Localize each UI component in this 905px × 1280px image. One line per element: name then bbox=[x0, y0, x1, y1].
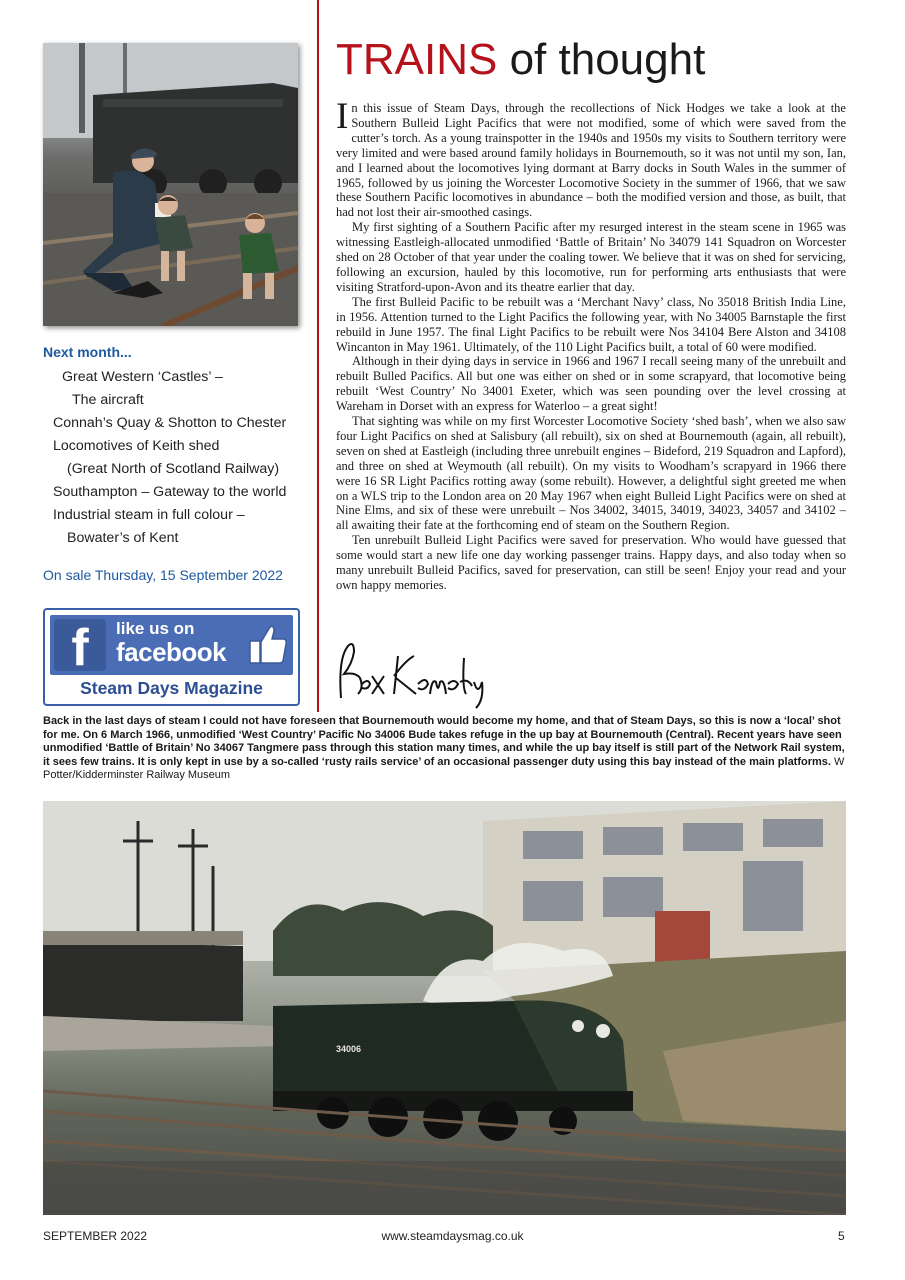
next-month-heading: Next month... bbox=[43, 344, 132, 360]
article-paragraph bbox=[336, 96, 846, 220]
caption-text: Back in the last days of steam I could not have foreseen that Bournemouth would become my home, and that of Steam Days, so this is now a ‘local’ shot for me. On 6 March 1966, unmodified ‘West Country’ Pacific No 34006 Bude takes refuge in the up bay at Bournemouth (Central). Recent years have seen unmodified ‘Battle of Britain’ No 34067 Tangmere pass through this station many times, and while the up bay itself is still part of the Network Rail system, it sees few trains. It is only kept in use by a so-called ‘rusty rails service’ of an occasional passenger duty using this bay instead of the main platforms. bbox=[43, 715, 845, 768]
next-month-list bbox=[43, 366, 313, 550]
title-highlight: TRAINS bbox=[336, 35, 498, 84]
next-month-item: Bowater’s of Kent bbox=[67, 530, 179, 546]
facebook-promo[interactable] bbox=[43, 608, 300, 706]
next-month-item: Connah’s Quay & Shotton to Chester bbox=[53, 415, 287, 431]
issue-date: SEPTEMBER 2022 bbox=[43, 1229, 148, 1243]
article-paragraph: That sighting was while on my first Worcester Locomotive Society ‘shed bash’, when we also saw four Light Pacifics on shed at Salisbury (all rebuilt), six on shed at Bournemouth (again, all rebuilt), seven on shed at Eastleigh (including three unrebuilt engines – Bideford, 219 Squadron and Lapford), and three on shed at Weymouth (all rebuilt). On my visits to Woodham’s scrapyard in 1966 there were 16 SR Light Pacifics rotting away (some rebuilt). However, a delightful sight greeted me when on a WLS trip to the London area on 20 May 1967 when eight Bulleid Light Pacifics were on shed at Nine Elms, and six of these were unrebuilt – Nos 34002, 34015, 34019, 34023, 34057 and 34102 – all awaiting their fate at the forthcoming end of steam on the Southern Region. bbox=[336, 414, 846, 533]
trainspotters-illustration bbox=[43, 43, 298, 326]
facebook-like-text: like us on bbox=[116, 619, 195, 638]
facebook-page-name: Steam Days Magazine bbox=[80, 678, 263, 698]
column-divider bbox=[317, 0, 319, 712]
on-sale-date: On sale Thursday, 15 September 2022 bbox=[43, 567, 283, 583]
photo-credit: W Potter/Kidderminster Railway Museum bbox=[43, 755, 845, 782]
bournemouth-station-photo bbox=[43, 801, 846, 1215]
next-month-item: The aircraft bbox=[72, 392, 144, 408]
article-paragraph: Ten unrebuilt Bulleid Light Pacifics were saved for preservation. Who would have guessed that some would start a new life one day working passenger trains. Happy days, and also today when so many unrebuilt Bulleid Pacifics, saved for preservation, can still be seen! Enjoy your read and your own happy memories. bbox=[336, 533, 846, 592]
article-paragraph: The first Bulleid Pacific to be rebuilt was a ‘Merchant Navy’ class, No 35018 British India Line, in 1956. Attention turned to the Light Pacifics the following year, with No 34005 Barnstaple the first rebuild in June 1957. The final Light Pacifics to be rebuilt were Nos 34104 Bere Alston and 34108 Wincanton in May 1961. Ultimately, of the 110 Light Pacifics built, a total of 60 were modified. bbox=[336, 294, 846, 354]
trainspotters-photo bbox=[43, 43, 298, 326]
article-paragraph: My first sighting of a Southern Pacific after my resurged interest in the steam scene in 1965 was witnessing Eastleigh-allocated unmodified ‘Battle of Britain’ No 34079 141 Squadron on Worcester shed on 28 October of that year under the coaling tower. We believe that it was on shed for servicing, following an excursion, hauled by this locomotive, run for performing arts enthusiasts that were visiting Stratford-upon-Avon and its theatre earlier that day. bbox=[336, 220, 846, 294]
bournemouth-illustration bbox=[43, 801, 846, 1215]
next-month-item: Locomotives of Keith shed bbox=[53, 438, 220, 454]
editor-signature bbox=[336, 638, 506, 710]
article-paragraph-text: n this issue of Steam Days, through the recollections of Nick Hodges we take a look at the Southern Bulleid Light Pacifics that were not modified, some of which were saved from the cutter’s torch. As a young trainspotter in the 1940s and 1950s my visits to Southern territory were very limited and were based around family holidays in Bournemouth, so it was not until my son, Ian, and I learned about the locomotives lying dormant at Barry docks in South Wales in the summer of 1965, followed by us joining the Worcester Locomotive Society in the summer of 1966, that we saw these Southern Pacific locomotives in abundance – both the modified version and those, as built, that had not lost their air-smoothed casings. bbox=[336, 101, 846, 220]
next-month-item: Southampton – Gateway to the world bbox=[53, 484, 287, 500]
page-number: 5 bbox=[838, 1229, 845, 1243]
thumbs-up-icon bbox=[248, 623, 288, 667]
loco-number-plate: 34006 bbox=[336, 1044, 362, 1054]
title-rest: of thought bbox=[497, 35, 706, 84]
drop-cap: I bbox=[336, 96, 349, 137]
facebook-logo-icon: f bbox=[54, 619, 106, 671]
next-month-item: (Great North of Scotland Railway) bbox=[67, 461, 280, 477]
editorial-article bbox=[336, 96, 846, 593]
page-title bbox=[336, 34, 705, 86]
next-month-item: Great Western ‘Castles’ – bbox=[62, 369, 223, 385]
facebook-wordmark: facebook bbox=[116, 637, 227, 667]
article-paragraph: Although in their dying days in service in 1966 and 1967 I recall seeing many of the unrebuilt and rebuilt Bulled Pacifics. All but one was either on shed or in some scrapyard, that locomotive being rebuilt ‘West Country’ No 34001 Exeter, which was seen pounding over the level crossing at Wareham in Dorset with an express for Waterloo – a great sight! bbox=[336, 354, 846, 414]
website-url[interactable]: www.steamdaysmag.co.uk bbox=[381, 1229, 524, 1243]
next-month-item: Industrial steam in full colour – bbox=[53, 507, 245, 523]
facebook-banner bbox=[50, 615, 293, 675]
photo-caption bbox=[43, 715, 846, 783]
